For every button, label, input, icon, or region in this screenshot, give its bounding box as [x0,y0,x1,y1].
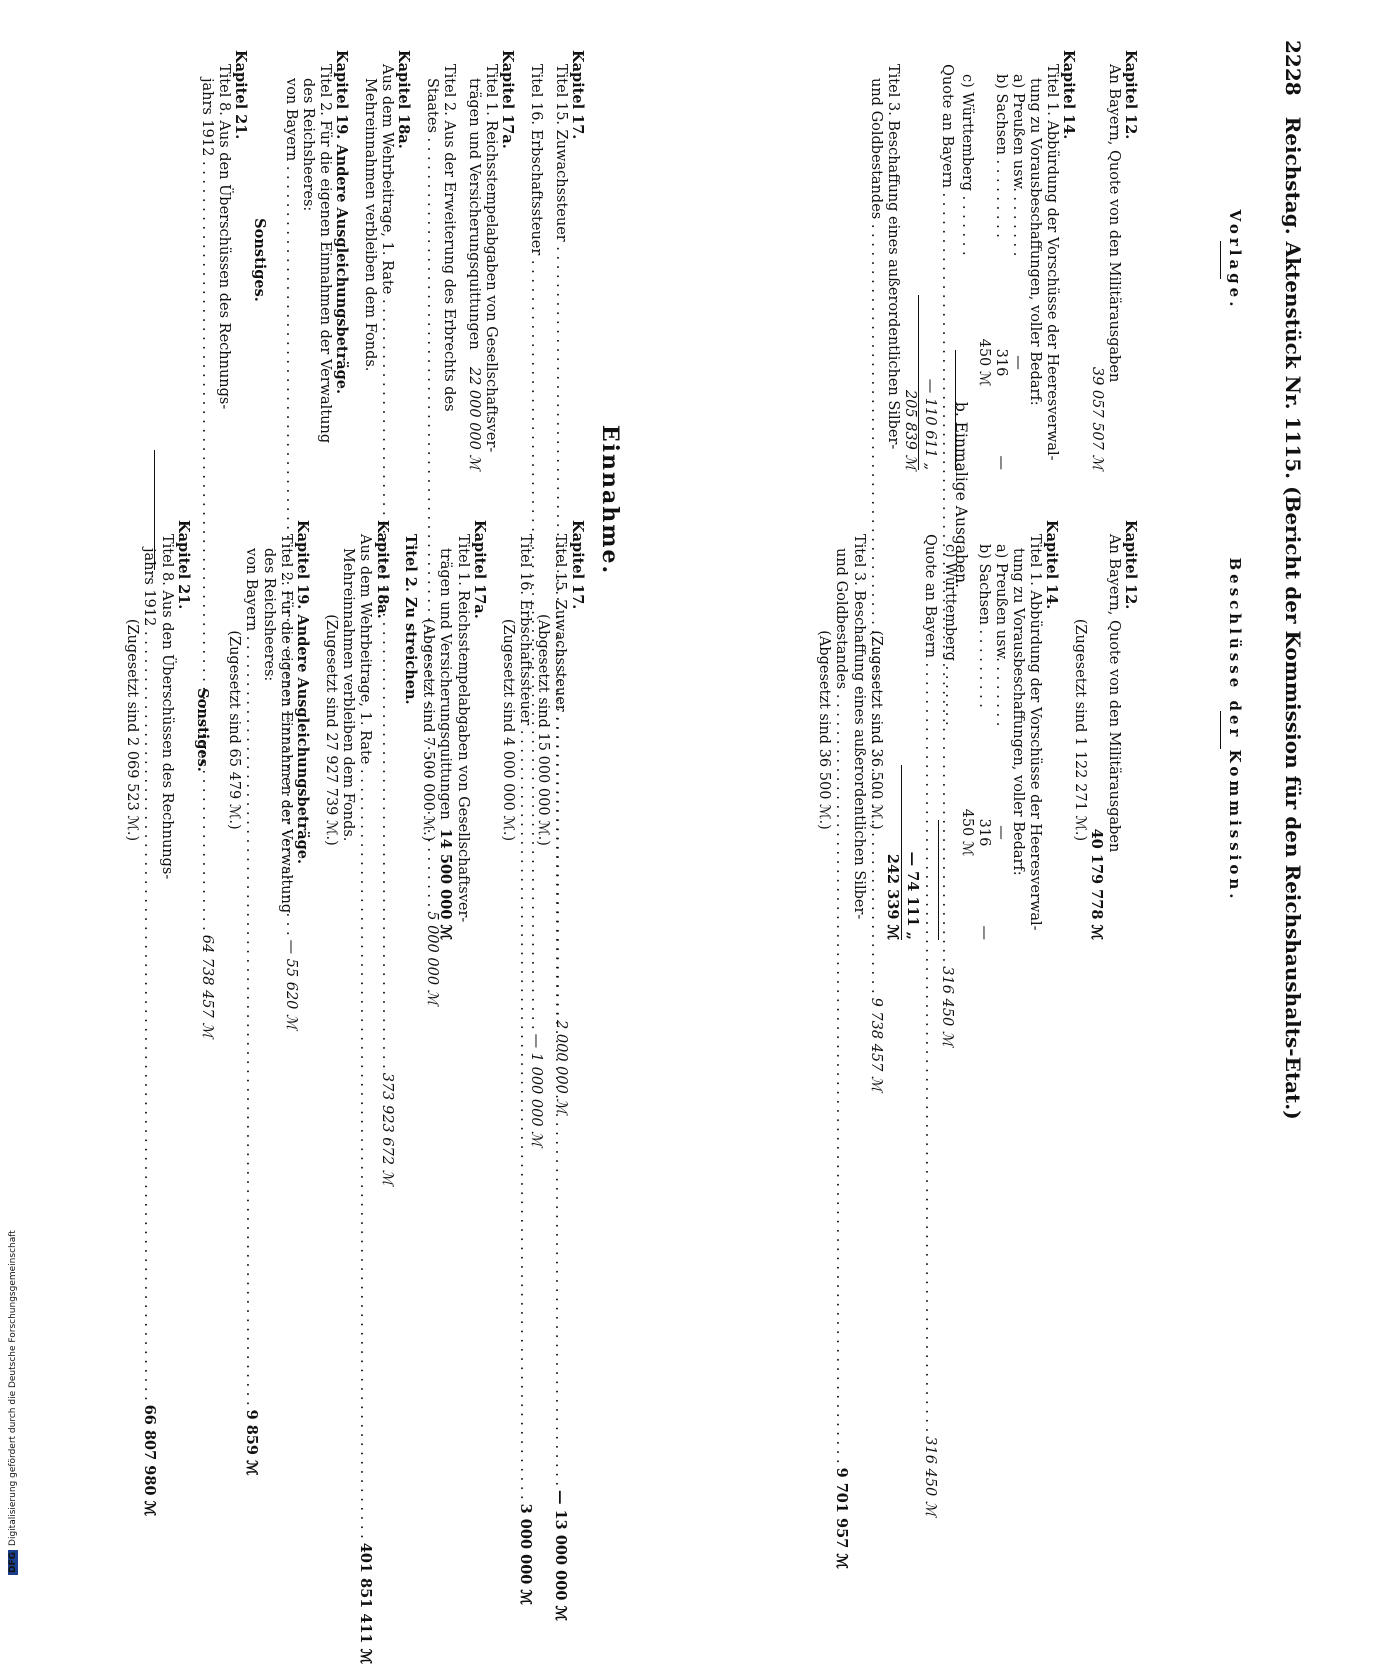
subheading-row [952,50,986,940]
line-text: Titel 1. Reichsstempelabgaben von Gesellschaftsver- [455,534,471,923]
line-text: Titel 1. Abbürdung der Vorschüsse der Heeresverwal- [1027,534,1043,931]
note: (Zugesetzt sind 4 000 000 ℳ.) [500,618,516,842]
amount: — 1 000 000 ℳ [528,1033,544,1147]
line-text: Titel 2. Für die eigenen Einnahmen der Verwaltung [317,64,333,444]
dfg-logo: DFG [8,1551,18,1573]
amount: — 74 111 „ [904,851,921,940]
chapter-heading: Kapitel 12. [1122,520,1139,610]
sub-item: a) Preußen usw. . . . . . . . [993,544,1009,727]
chapter-heading: Kapitel 17a. [471,520,488,619]
line-text: Titel 15. Zuwachssteuer . . . [552,64,569,1016]
note: (Abgesetzt sind 36 500 ℳ.) [816,630,832,830]
line-text: Aus dem Wehrbeitrage, 1. Rate . . . [356,534,373,1539]
sub-item: b) Sachsen . . . . . . . . . [993,74,1009,238]
line-text: tung zu Vorausbeschaffungen, voller Bedarf: [1010,548,1026,876]
amount: 22 000 000 ℳ [466,366,482,470]
amount: 9 701 957 ℳ [833,1467,850,1569]
amount: 316 450 ℳ [976,338,1009,387]
note: (Zugesetzt sind 1 122 271 ℳ.) [1072,618,1088,842]
line-text: Quote an Bayern . . . [921,534,938,1432]
column-title: Vorlage. [1226,209,1244,311]
section-label: Sonstiges. [194,688,211,772]
page-header [1267,40,1305,1120]
note: (Zugesetzt sind 65 479 ℳ.) [226,630,242,830]
line-text: Titel 3. Beschaffung eines außerordentlichen Silber- [851,534,867,920]
chapter-heading: Kapitel 17. [569,520,586,610]
line-text: Titel 15. Zuwachssteuer . . . [551,534,568,1486]
chapter-heading: Kapitel 19. Andere Ausgleichungsbeträge. [294,520,311,865]
amount: 316 450 ℳ [939,966,955,1047]
chapter-heading: Kapitel 17a. [499,50,516,149]
line-text: Titel 1. Abbürdung der Vorschüsse der Heeresverwal- [1044,64,1060,461]
line-text: trägen und Versicherungsquittungen [466,78,482,350]
line-text: Quote an Bayern . . . [938,64,955,962]
line-text: Titel 2. Für die eigenen Einnahmen der Verwaltung [278,534,294,914]
chapter-heading: Kapitel 17. [569,50,586,140]
amount: 2 000 000 ℳ [553,1020,569,1114]
amount: 14 500 000 ℳ [437,828,454,940]
line-text: Titel 16. Erbschaftssteuer . . . [516,534,533,1500]
line-text: Titel 2. Zu streichen. [402,534,419,705]
line-text: und Goldbestandes . . . [832,548,849,1464]
amount: — 110 611 „ [922,378,938,470]
amount: 373 923 672 ℳ [379,1072,395,1186]
sub-item: c) Württemberg . . . . . . . [959,74,975,256]
line-text: Titel 3. Beschaffung eines außerordentlichen Silber- [885,64,901,450]
line-text: Titel 8. Aus den Überschüssen des Rechnungs- [216,64,232,410]
amount: 5 000 000 ℳ [424,911,440,1006]
sub-item: c) Württemberg . . . . . . . [942,544,958,726]
sub-item: b) Sachsen . . . . . . . . . [976,544,992,708]
line-text: Titel 1. Reichsstempelabgaben von Gesellschaftsver- [483,64,499,453]
note: (Abgesetzt sind 7 500 000 ℳ.) [420,618,436,842]
line-text: An Bayern, Quote von den Militärausgaben [1106,534,1122,853]
amount: 3 000 000 ℳ [517,1503,534,1605]
amount: 9 859 ℳ [243,1409,260,1476]
line-text: Mehreinnahmen verbleiben dem Fonds. [340,548,356,842]
line-text: jahrs 1912 . . . [140,548,157,1401]
amount: 39 057 507 ℳ [1089,366,1105,470]
sub-item: a) Preußen usw. . . . . . . . [1010,74,1026,257]
chapter-heading: Kapitel 21. [175,520,192,610]
chapter-heading: Kapitel 12. [1122,50,1139,140]
section-heading: Einnahme. [597,424,623,576]
digitization-credit [0,1150,16,1575]
credit-text: Digitalisierung gefördert durch die Deutsche Forschungsgemeinschaft [8,1230,18,1546]
note: (Zugesetzt sind 27 927 739 ℳ.) [323,614,339,846]
section-label: Sonstiges. [251,218,268,302]
chapter-heading: Kapitel 21. [232,50,249,140]
line-text: Aus dem Wehrbeitrage, 1. Rate . . . [378,64,395,1069]
line-text: des Reichsheeres: [261,548,277,682]
line-text: Staates . . . [423,78,440,907]
line-text: von Bayern . . . [242,548,259,1406]
line-text: des Reichsheeres: [300,78,316,212]
amount: 205 839 ℳ [902,389,918,470]
line-text: Titel 16. Erbschaftssteuer . . . [527,64,544,1030]
line-text: Titel 8. Aus den Überschüssen des Rechnungs- [159,534,175,880]
chapter-heading: Kapitel 14. [1060,50,1077,140]
amount: 64 738 457 ℳ [199,934,215,1038]
line-text: und Goldbestandes . . . [867,78,884,994]
amount: 40 179 778 ℳ [1088,828,1105,940]
line-text: Titel 2. Aus der Erweiterung des Erbrechts des [441,64,457,412]
amount: 66 807 980 ℳ [141,1404,158,1517]
amount: 316 450 ℳ [922,1436,938,1517]
chapter-heading: Kapitel 19. Andere Ausgleichungsbeträge. [333,50,350,395]
divider [1220,711,1221,749]
amount: 242 339 ℳ [884,853,901,940]
column-title: Beschlüsse der Kommission. [1226,557,1244,903]
amount: — 55 620 ℳ [283,939,299,1030]
note: (Abgesetzt sind 15 000 000 ℳ.) [535,614,551,846]
header-title: Reichstag. Aktenstück Nr. 1115. (Bericht der Kommission für den Reichshaushalts-Etat.) [1281,116,1305,1120]
chapter-heading: Kapitel 18a. [395,50,412,149]
line-text: jahrs 1912 . . . [198,78,215,931]
beschluesse-column: Beschlüsse der Kommission. Kapitel 12. An Bayern, Quote von den Militärausgaben 40 179 778 ℳ (Zugesetzt sind 1 122 271 ℳ.) Kapitel 14. Titel 1. Abbürdung der Vorschüsse der Heeresverwal- tung zu Vorausbeschaffungen, voller Bedarf: a) Preußen usw. . . . . . . . — b) Sachsen . . . . . . . . . 316 450 ℳ — c) Württemberg . . . . . . . Quote an Bayern . . . 316 450 ℳ — 74 111 „ 242 339 ℳ (Zugesetzt sind 36 500 ℳ.) Titel 3. Beschaffung eines außerordentlichen Silber- und Goldbestandes . . . 9 701 957 ℳ (Abgesetzt sind 36 500 ℳ.) [815,520,1243,940]
line-text: von Bayern . . . [282,78,299,936]
amount: — 13 000 000 ℳ [552,1490,569,1621]
note: (Zugesetzt sind 2 069 523 ℳ.) [124,618,140,842]
note: (Zugesetzt sind 36 500 ℳ.) [868,630,884,830]
page-end-rule [154,450,155,570]
subheading: b. Einmalige Ausgaben. [952,401,970,589]
amount: 316 450 ℳ [959,808,992,857]
chapter-heading: Kapitel 18a. [374,520,391,619]
line-text: Mehreinnahmen verbleiben dem Fonds. [362,78,378,372]
amount: 9 738 457 ℳ [868,997,884,1092]
vorlage-column: Vorlage. Kapitel 12. An Bayern, Quote von den Militärausgaben 39 057 507 ℳ Kapitel 14. Titel 1. Abbürdung der Vorschüsse der Heeresverwal- tung zu Vorausbeschaffungen, voller Bedarf: a) Preußen usw. . . . . . . . — b) Sachsen . . . . . . . . . 316 450 ℳ — c) Württemberg . . . . . . . Quote an Bayern . . . 316 450 ℳ — 110 611 „ 205 839 ℳ Titel 3. Beschaffung eines außerordentlichen Silber- und Goldbestandes . . . 9 738 457 ℳ [867,50,1243,470]
divider [1220,241,1221,279]
page-number: 2228 [1281,40,1305,96]
line-text: trägen und Versicherungsquittungen [437,548,453,820]
line-text: tung zu Vorausbeschaffungen, voller Bedarf: [1027,78,1043,406]
line-text: An Bayern, Quote von den Militärausgaben [1106,64,1122,383]
amount: 401 851 411 ℳ [357,1542,374,1664]
chapter-heading: Kapitel 14. [1043,520,1060,610]
